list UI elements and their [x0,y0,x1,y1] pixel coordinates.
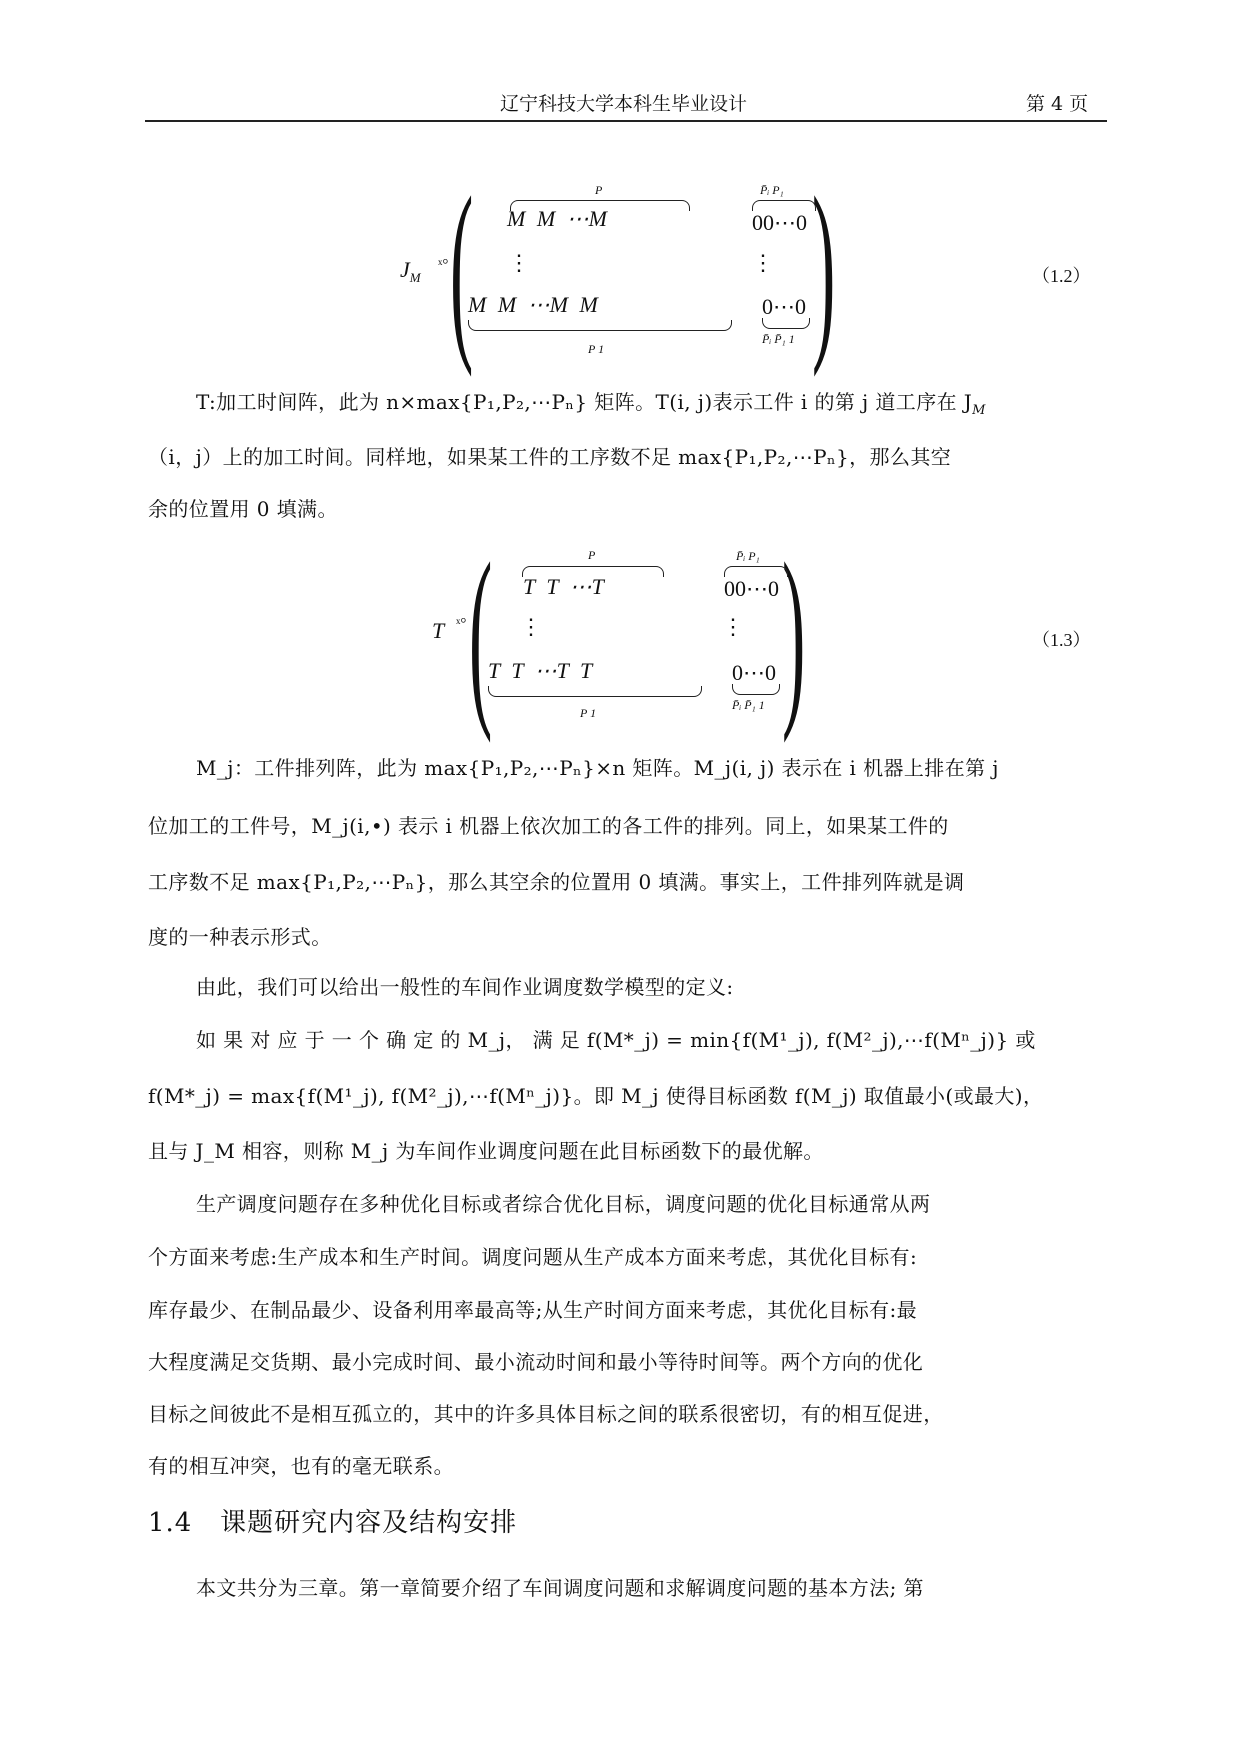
para-mj-line-4: 度的一种表示形式。 [148,925,332,949]
section-heading [148,1502,517,1539]
para-definition-line-1: 如 果 对 应 于 一 个 确 定 的 M_j， 满 足 f(M*_j) = min{f(M¹_j), f(M²_j),⋯f(Mⁿ_j)} 或 [196,1028,1036,1052]
eq13-number: （1.3） [1032,630,1091,650]
eq12-right-paren: ) [812,157,836,378]
eq12-row1: M M ⋯M [507,206,607,231]
para-t-line-3: 余的位置用 0 填满。 [148,497,338,521]
para-t-line-1: T:加工时间阵，此为 n×max{P₁,P₂,⋯Pₙ} 矩阵。T(i, j)表示工件 i 的第 j 道工序在 $J_M$ [196,390,986,418]
eq12-row3-zeros-brace [762,318,810,329]
para-definition-line-3: 且与 J_M 相容，则称 M_j 为车间作业调度问题在此目标函数下的最优解。 [148,1139,824,1163]
eq13-bottom-brace [488,686,702,697]
eq13-lhs: T [432,618,445,643]
para-definition-line-2: f(M*_j) = max{f(M¹_j), f(M²_j),⋯f(Mⁿ_j)}。即 M_j 使得目标函数 f(M_j) 取值最小(或最大)， [148,1084,1044,1108]
header-title: 辽宁科技大学本科生毕业设计 [500,93,748,115]
eq13-right-paren: ) [782,523,806,744]
para-mj-line-3: 工序数不足 max{P₁,P₂,⋯Pₙ}，那么其空余的位置用 0 填满。事实上，工件排列阵就是调 [148,870,965,894]
eq13-row3: T T ⋯T T [488,658,593,683]
eq13-equals-sign: ˣ° [456,616,467,632]
eq12-bottom-brace [468,320,732,331]
para-objectives-line-4: 大程度满足交货期、最小完成时间、最小流动时间和最小等待时间等。两个方向的优化 [148,1350,924,1374]
para-objectives-line-1: 生产调度问题存在多种优化目标或者综合优化目标，调度问题的优化目标通常从两 [196,1192,931,1216]
section-title: 课题研究内容及结构安排 [220,1508,518,1538]
eq12-equals-sign: ˣ° [438,257,449,273]
eq12-row1-zeros: 00⋯0 [752,210,807,235]
header-page-number: 第 4 页 [1026,93,1089,115]
eq13-row3-zeros-brace [732,684,780,695]
eq13-row3-zeros-label: P̄ᵢ P̄₁ 1 [732,698,765,712]
eq12-zeros-label: P̄ᵢ P₁ [760,183,784,197]
section-number: 1.4 [148,1508,193,1538]
eq12-left-paren: ( [450,157,474,378]
eq13-zeros-label: P̄ᵢ P₁ [736,549,760,563]
eq12-bottom-brace-label: P 1 [588,342,605,356]
eq12-row3-zeros: 0⋯0 [762,294,806,319]
eq13-row1-zeros: 00⋯0 [724,576,779,601]
para-structure-line-1: 本文共分为三章。第一章简要介绍了车间调度问题和求解调度问题的基本方法; 第 [196,1576,924,1600]
eq13-left-paren: ( [469,523,493,744]
eq13-bottom-brace-label: P 1 [580,706,597,720]
eq12-top-brace-label: P [595,183,603,197]
eq12-row2-vdots-right: ⋮ [752,250,774,275]
eq12-row2-vdots: ⋮ [508,250,530,275]
eq12-number: （1.2） [1032,266,1091,286]
eq12-lhs: $J_M$ [400,257,421,285]
eq13-row2-vdots: ⋮ [520,614,542,639]
para-t-line-2: （i，j）上的加工时间。同样地，如果某工件的工序数不足 max{P₁,P₂,⋯Pₙ}，那么其空 [148,445,952,469]
eq13-row1: T T ⋯T [523,574,604,599]
para-mj-line-1: M_j：工件排列阵，此为 max{P₁,P₂,⋯Pₙ}×n 矩阵。M_j(i, j) 表示在 i 机器上排在第 j [196,756,999,780]
para-definition-intro: 由此，我们可以给出一般性的车间作业调度数学模型的定义: [196,975,734,999]
para-objectives-line-2: 个方面来考虑:生产成本和生产时间。调度问题从生产成本方面来考虑，其优化目标有: [148,1245,918,1269]
eq13-top-brace-label: P [588,548,596,562]
eq13-row3-zeros: 0⋯0 [732,660,776,685]
eq12-row3-zeros-label: P̄ᵢ P̄₁ 1 [762,332,795,346]
para-objectives-line-6: 有的相互冲突，也有的毫无联系。 [148,1454,454,1478]
para-objectives-line-5: 目标之间彼此不是相互孤立的，其中的许多具体目标之间的联系很密切，有的相互促进， [148,1402,944,1426]
eq13-row2-vdots-right: ⋮ [722,614,744,639]
para-objectives-line-3: 库存最少、在制品最少、设备利用率最高等;从生产时间方面来考虑，其优化目标有:最 [148,1298,918,1322]
eq12-row3: M M ⋯M M [468,292,598,317]
para-mj-line-2: 位加工的工件号，M_j(i,•) 表示 i 机器上依次加工的各工件的排列。同上，如果某工件的 [148,814,949,838]
